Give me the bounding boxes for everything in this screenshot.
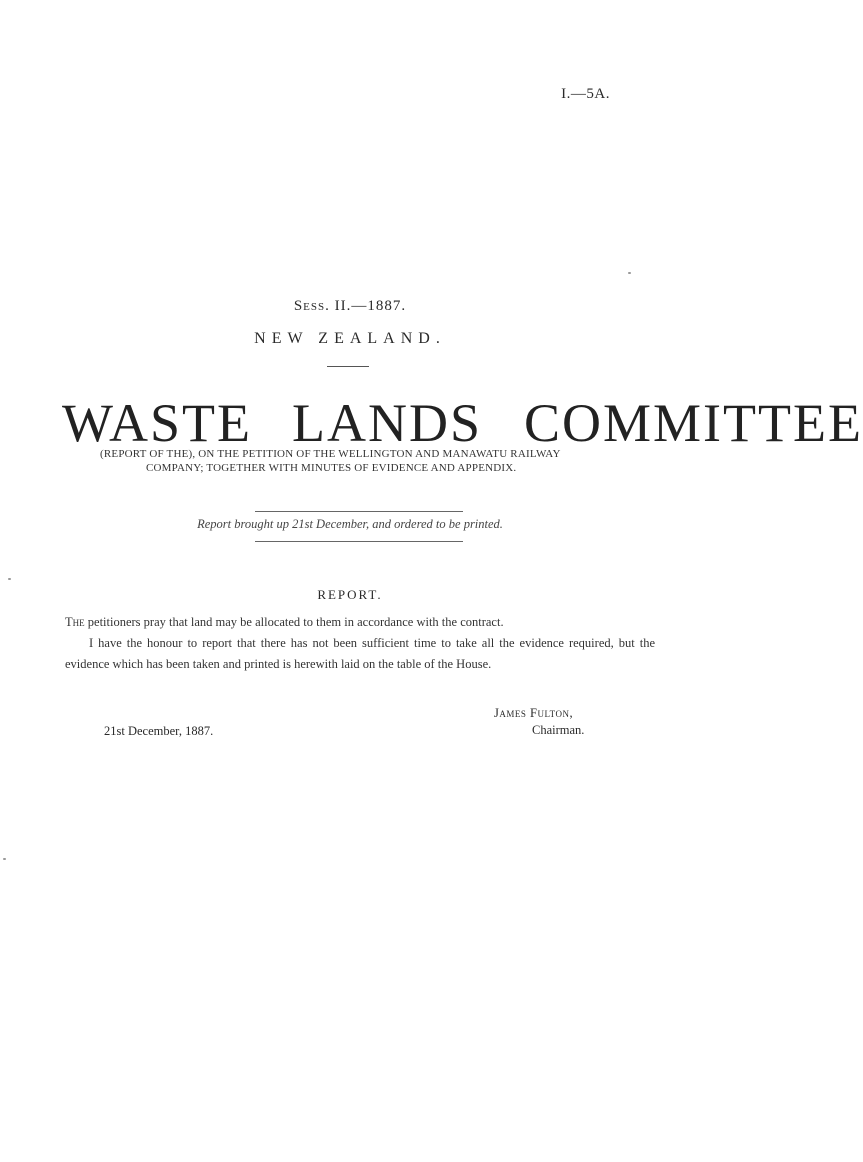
paragraph-text: petitioners pray that land may be allocated to them in accordance with the contract. xyxy=(84,615,504,629)
document-title xyxy=(62,393,863,453)
subtitle-line: COMPANY; TOGETHER WITH MINUTES OF EVIDENCE AND APPENDIX. xyxy=(146,462,517,474)
document-subtitle xyxy=(100,447,561,475)
paper-speck xyxy=(8,578,11,580)
paragraph: I have the honour to report that there has not been sufficient time to take all the evidence required, but the evidence which has been taken and printed is herewith laid on the table of the House. xyxy=(65,636,655,671)
paragraph xyxy=(65,612,655,633)
divider-rule xyxy=(255,541,463,542)
title-word: WASTE xyxy=(62,393,252,453)
section-heading: REPORT. xyxy=(317,587,383,602)
signatory-role: Chairman. xyxy=(532,723,585,737)
paper-speck xyxy=(628,272,631,274)
paper-reference: I.—5A. xyxy=(561,86,610,102)
country-heading: NEW ZEALAND. xyxy=(254,330,446,347)
subtitle-line: (REPORT OF THE), ON THE PETITION OF THE WELLINGTON AND MANAWATU RAILWAY xyxy=(100,448,561,460)
session-value: II.—1887. xyxy=(334,298,407,314)
paper-speck xyxy=(3,858,6,860)
session-line xyxy=(0,298,700,315)
report-brought-note: Report brought up 21st December, and ordered to be printed. xyxy=(197,517,503,531)
divider-rule xyxy=(255,511,463,512)
report-date: 21st December, 1887. xyxy=(104,724,214,738)
title-word: COMMITTEE xyxy=(524,393,863,453)
lead-word: The xyxy=(65,615,85,629)
signatory-name: James Fulton, xyxy=(494,706,574,720)
divider-rule xyxy=(327,366,369,367)
title-word: LANDS xyxy=(291,393,482,453)
session-label: Sess. xyxy=(293,298,330,314)
report-body xyxy=(65,612,655,675)
